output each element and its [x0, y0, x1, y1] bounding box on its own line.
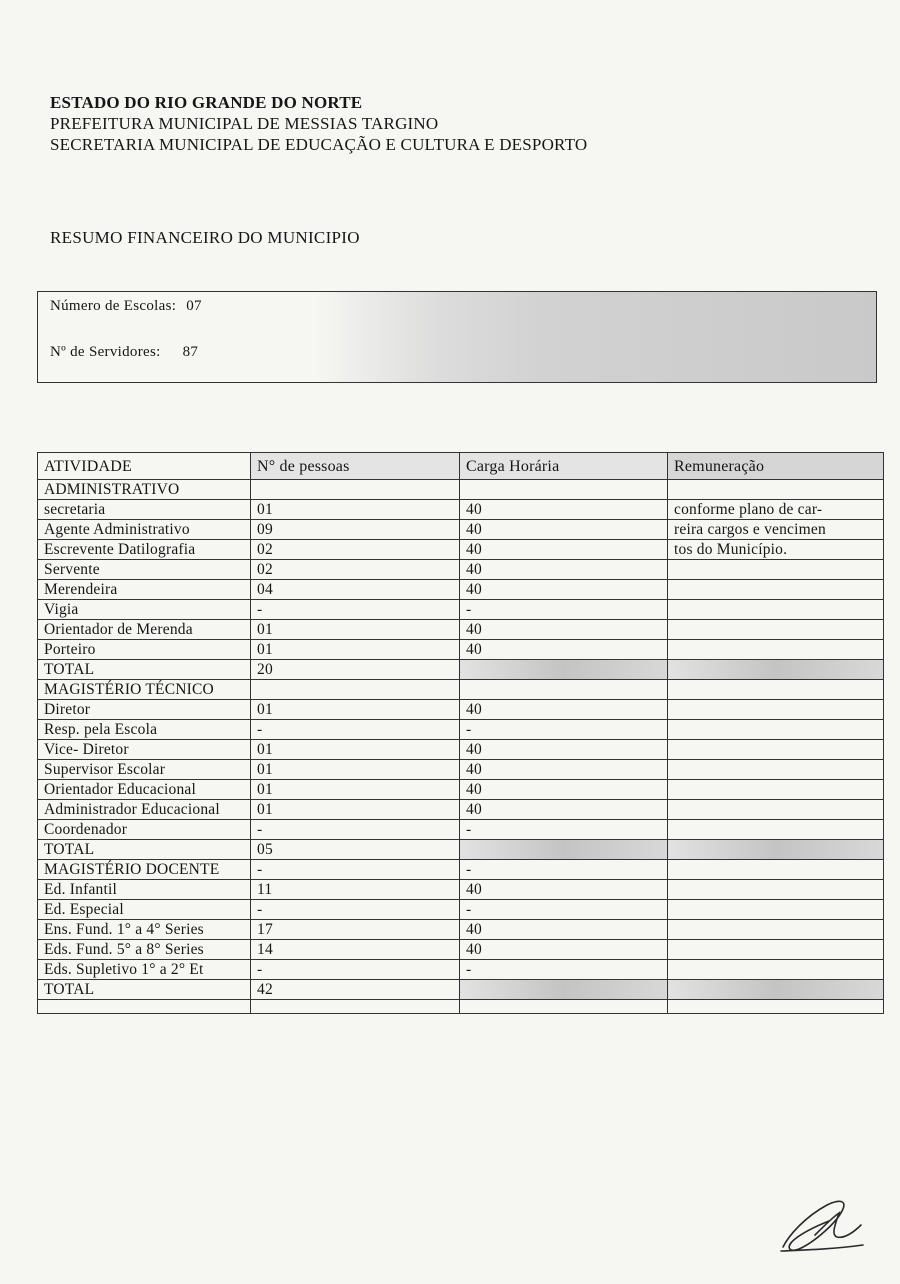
section-row [38, 680, 884, 700]
cell-carga: 40 [460, 520, 668, 540]
total-row [38, 660, 884, 680]
cell-atividade: Agente Administrativo [38, 520, 251, 540]
cell-atividade: Eds. Fund. 5° a 8° Series [38, 940, 251, 960]
cell-remuneracao: tos do Município. [668, 540, 884, 560]
header-atividade: ATIVIDADE [38, 453, 251, 480]
cell-atividade: Ed. Infantil [38, 880, 251, 900]
cell-atividade: Merendeira [38, 580, 251, 600]
cell-atividade: Ed. Especial [38, 900, 251, 920]
total-label: TOTAL [38, 660, 251, 680]
table-row [38, 600, 884, 620]
total-row [38, 980, 884, 1000]
document-title: RESUMO FINANCEIRO DO MUNICIPIO [50, 228, 360, 247]
table-row [38, 760, 884, 780]
cell-atividade: Servente [38, 560, 251, 580]
cell-pessoas: 01 [251, 700, 460, 720]
total-tecnico: 05 [251, 840, 460, 860]
table-row [38, 880, 884, 900]
cell-pessoas: - [251, 860, 460, 880]
table-row [38, 540, 884, 560]
cell-carga: 40 [460, 500, 668, 520]
empty-row [38, 1000, 884, 1014]
cell-atividade: Supervisor Escolar [38, 760, 251, 780]
cell-atividade: Diretor [38, 700, 251, 720]
cell-atividade: Orientador Educacional [38, 780, 251, 800]
financial-table [37, 452, 884, 1014]
signature-mark [775, 1195, 865, 1255]
cell-carga: 40 [460, 780, 668, 800]
table-row [38, 780, 884, 800]
cell-atividade: Porteiro [38, 640, 251, 660]
cell-pessoas: 01 [251, 740, 460, 760]
cell-remuneracao: conforme plano de car- [668, 500, 884, 520]
cell-carga: - [460, 860, 668, 880]
cell-pessoas: 02 [251, 560, 460, 580]
cell-pessoas: - [251, 720, 460, 740]
servidores-line [50, 344, 198, 361]
total-row [38, 840, 884, 860]
summary-box [37, 291, 877, 383]
cell-pessoas: 01 [251, 620, 460, 640]
cell-carga: - [460, 900, 668, 920]
escolas-value: 07 [186, 298, 202, 314]
section-docente: MAGISTÉRIO DOCENTE [38, 860, 251, 880]
cell-carga: 40 [460, 580, 668, 600]
cell-carga: - [460, 720, 668, 740]
cell-atividade: Vice- Diretor [38, 740, 251, 760]
document-header [50, 92, 587, 155]
table-row [38, 620, 884, 640]
cell-carga: - [460, 600, 668, 620]
table-row [38, 720, 884, 740]
cell-atividade: Vigia [38, 600, 251, 620]
cell-carga: 40 [460, 700, 668, 720]
cell-pessoas: 01 [251, 800, 460, 820]
cell-atividade: Orientador de Merenda [38, 620, 251, 640]
cell-pessoas: 17 [251, 920, 460, 940]
cell-pessoas: 09 [251, 520, 460, 540]
table-header-row [38, 453, 884, 480]
escolas-label: Número de Escolas: [50, 298, 177, 314]
cell-atividade: Resp. pela Escola [38, 720, 251, 740]
cell-carga: - [460, 820, 668, 840]
cell-atividade: Eds. Supletivo 1° a 2° Et [38, 960, 251, 980]
cell-carga: 40 [460, 880, 668, 900]
table-row [38, 560, 884, 580]
table-row [38, 580, 884, 600]
cell-carga: 40 [460, 740, 668, 760]
cell-atividade: Ens. Fund. 1° a 4° Series [38, 920, 251, 940]
cell-atividade: secretaria [38, 500, 251, 520]
table-row [38, 740, 884, 760]
table-row [38, 900, 884, 920]
cell-carga: 40 [460, 800, 668, 820]
header-pessoas: N° de pessoas [251, 453, 460, 480]
table-row [38, 920, 884, 940]
cell-pessoas: 01 [251, 760, 460, 780]
section-tecnico: MAGISTÉRIO TÉCNICO [38, 680, 251, 700]
cell-pessoas: 01 [251, 500, 460, 520]
section-administrativo: ADMINISTRATIVO [38, 480, 251, 500]
cell-carga: 40 [460, 560, 668, 580]
header-remuneracao: Remuneração [668, 453, 884, 480]
cell-pessoas: 14 [251, 940, 460, 960]
cell-atividade: Coordenador [38, 820, 251, 840]
cell-pessoas: 04 [251, 580, 460, 600]
servidores-label: Nº de Servidores: [50, 344, 161, 360]
total-docente: 42 [251, 980, 460, 1000]
cell-pessoas: - [251, 960, 460, 980]
servidores-value: 87 [182, 344, 199, 360]
cell-atividade: Escrevente Datilografia [38, 540, 251, 560]
total-label: TOTAL [38, 980, 251, 1000]
cell-carga: 40 [460, 640, 668, 660]
escolas-line [50, 298, 202, 315]
cell-pessoas: - [251, 600, 460, 620]
section-row [38, 860, 884, 880]
total-label: TOTAL [38, 840, 251, 860]
cell-remuneracao: reira cargos e vencimen [668, 520, 884, 540]
total-administrativo: 20 [251, 660, 460, 680]
cell-carga: - [460, 960, 668, 980]
cell-pessoas: 02 [251, 540, 460, 560]
table-row [38, 800, 884, 820]
table-row [38, 940, 884, 960]
cell-carga: 40 [460, 940, 668, 960]
table-row [38, 500, 884, 520]
cell-pessoas: 01 [251, 780, 460, 800]
table-row [38, 520, 884, 540]
cell-atividade: Administrador Educacional [38, 800, 251, 820]
cell-pessoas: 11 [251, 880, 460, 900]
cell-carga: 40 [460, 620, 668, 640]
table-row [38, 820, 884, 840]
header-secretaria: SECRETARIA MUNICIPAL DE EDUCAÇÃO E CULTURA E DESPORTO [50, 135, 588, 154]
cell-pessoas: 01 [251, 640, 460, 660]
header-carga: Carga Horária [460, 453, 668, 480]
cell-carga: 40 [460, 540, 668, 560]
cell-carga: 40 [460, 920, 668, 940]
table-row [38, 960, 884, 980]
table-row [38, 640, 884, 660]
cell-carga: 40 [460, 760, 668, 780]
table-row [38, 700, 884, 720]
cell-pessoas: - [251, 900, 460, 920]
section-row [38, 480, 884, 500]
header-state: ESTADO DO RIO GRANDE DO NORTE [50, 93, 363, 112]
cell-pessoas: - [251, 820, 460, 840]
header-prefeitura: PREFEITURA MUNICIPAL DE MESSIAS TARGINO [50, 114, 439, 133]
